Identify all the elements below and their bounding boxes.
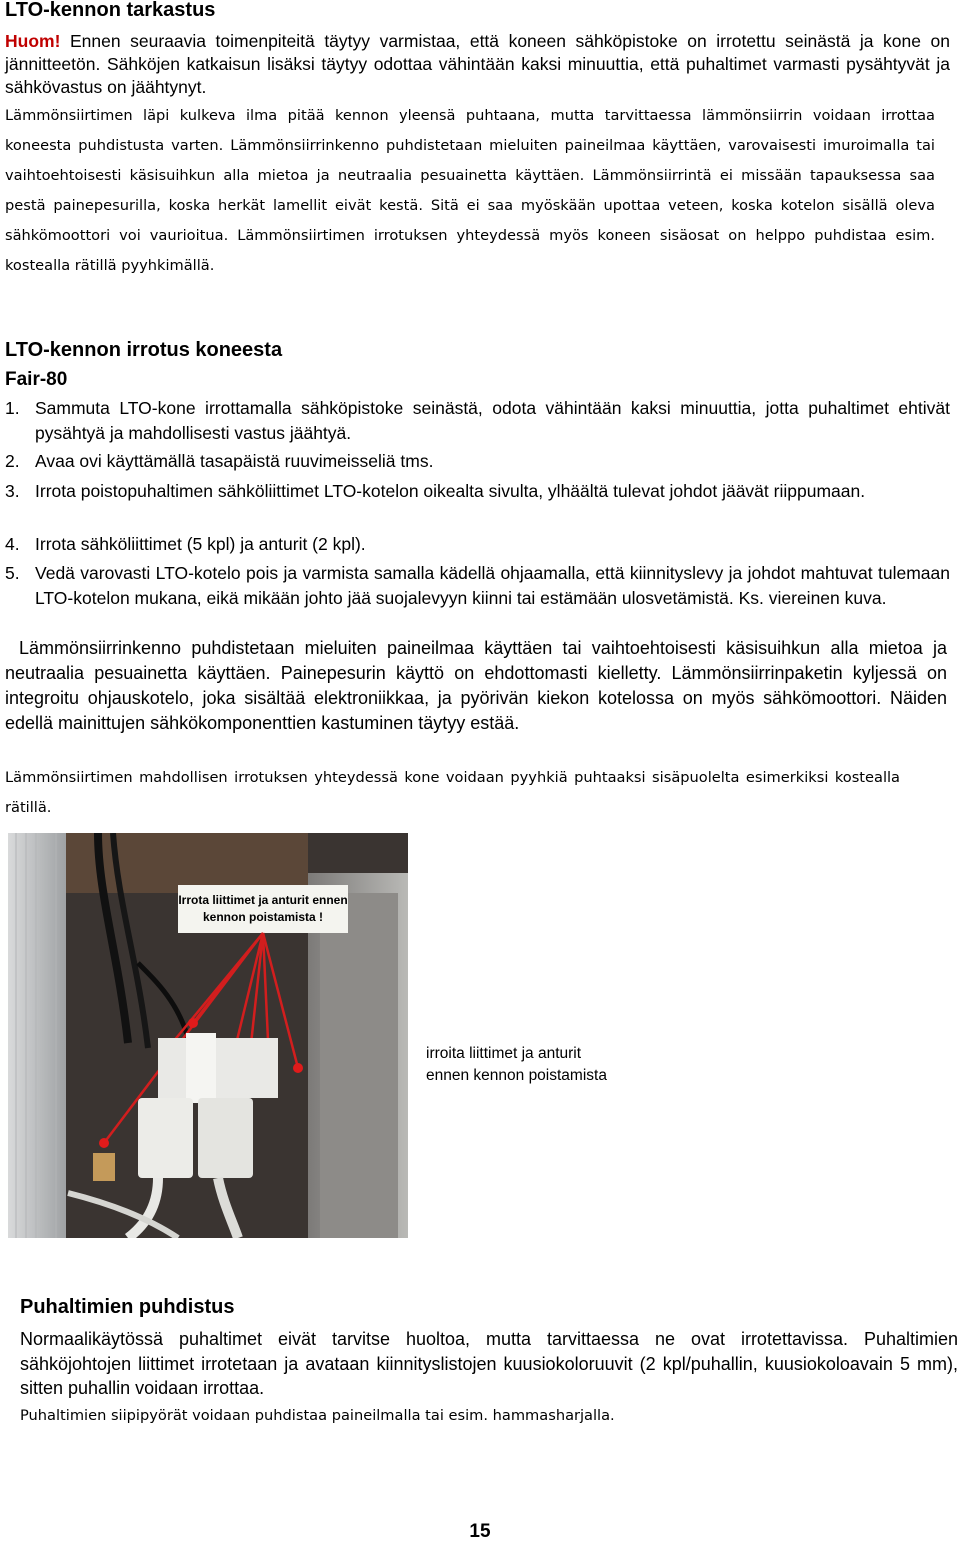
warning-paragraph: [5, 30, 950, 99]
step-text: Irrota poistopuhaltimen sähköliittimet LTO-kotelon oikealta sivulta, ylhäältä tulevat johdot jäävät riippumaan.: [35, 481, 866, 501]
section-title-removal: LTO-kennon irrotus koneesta: [5, 339, 283, 361]
step-number: 4.: [5, 534, 20, 554]
wipe-paragraph: Lämmönsiirtimen mahdollisen irrotuksen yhteydessä kone voidaan pyyhkiä puhtaaksi sisäpuolelta esimerkiksi kostealla rätillä.: [5, 769, 900, 816]
photo-illustration: [8, 833, 408, 1238]
step-text: Vedä varovasti LTO-kotelo pois ja varmista samalla kädellä ohjaamalla, että kiinnityslevy ja johdot mahtuvat tulemaan LTO-kotelon mukana, eikä mikään johto jää suojalevyyn kiinni tai estämään ulosvetämistä. Ks. viereinen kuva.: [35, 563, 950, 608]
fans-paragraph: Normaalikäytössä puhaltimet eivät tarvitse huoltoa, mutta tarvittaessa ne ovat irrotettavissa. Puhaltimien sähköjohtojen liittimet irrotetaan ja avataan kiinnityslistojen kuusiokoloruuvit (2 kpl/puhallin, kuusiokoloavain 5 mm), sitten puhallin voidaan irrottaa.: [20, 1329, 958, 1398]
list-item-step-5: [5, 561, 950, 608]
step-text: Sammuta LTO-kone irrottamalla sähköpistoke seinästä, odota vähintään kaksi minuuttia, jotta puhaltimet ehtivät pysähtyä ja mahdollisesti vastus jäähtyä.: [35, 398, 950, 443]
step-number: 3.: [5, 481, 20, 501]
list-item-step-2: [5, 449, 950, 474]
connector-photo: [8, 833, 408, 1238]
section-title-lto-inspection: LTO-kennon tarkastus: [5, 0, 216, 21]
photo-caption-line2: ennen kennon poistamista: [426, 1067, 607, 1084]
step-text: Avaa ovi käyttämällä tasapäistä ruuvimeisseliä tms.: [35, 451, 434, 471]
photo-caption: [426, 1043, 607, 1087]
step-number: 1.: [5, 398, 20, 418]
photo-label-line1: Irrota liittimet ja anturit ennen: [178, 893, 348, 907]
photo-caption-line1: irroita liittimet ja anturit: [426, 1045, 582, 1062]
step-number: 2.: [5, 451, 20, 471]
list-item-step-1: [5, 396, 950, 443]
fans-cleaning-text: Puhaltimien siipipyörät voidaan puhdistaa paineilmalla tai esim. hammasharjalla.: [20, 1407, 615, 1424]
page-number: 15: [469, 1521, 491, 1542]
warning-label: Huom!: [5, 31, 61, 51]
cleaning-paragraph: Lämmönsiirrinkenno puhdistetaan mieluiten paineilmaa käyttäen tai vaihtoehtoisesti käsisuihkun alla mietoa ja neutraalia pesuainetta käyttäen. Painepesurin käyttö on ehdottomasti kielletty. Lämmönsiirrinpaketin kyljessä on integroitu ohjauskotelo, joka sisältää elektroniikkaa, ja pyörivän kiekon kotelossa on myös sähkömoottori. Näiden edellä mainittujen sähkökomponenttien kastuminen täytyy estää.: [5, 638, 947, 733]
step-text: Irrota sähköliittimet (5 kpl) ja anturit (2 kpl).: [35, 534, 366, 554]
section-title-fans: Puhaltimien puhdistus: [20, 1296, 235, 1318]
inspection-body-text: Lämmönsiirtimen läpi kulkeva ilma pitää kennon yleensä puhtaana, mutta tarvittaessa lämmönsiirrin voidaan irrottaa koneesta puhdistusta varten. Lämmönsiirrinkenno puhdistetaan mieluiten paineilmaa käyttäen, varovaisesti imuroimalla tai vaihtoehtoisesti käsisuihkun alla mietoa ja neutraalia pesuainetta käyttäen. Lämmönsiirrintä ei missään tapauksessa saa pestä painepesurilla, koska herkät lamellit eivät kestä. Sitä ei saa myöskään upottaa veteen, koska kotelon sisällä oleva sähkömoottori voi vaurioitua. Lämmönsiirtimen irrotuksen yhteydessä myös koneen sisäosat on helppo puhdistaa esim. kostealla rätillä pyyhkimällä.: [5, 107, 935, 274]
step-number: 5.: [5, 563, 20, 583]
model-label: Fair-80: [5, 369, 68, 390]
warning-text: Ennen seuraavia toimenpiteitä täytyy varmistaa, että koneen sähköpistoke on irrotettu seinästä ja kone on jännitteetön. Sähköjen katkaisun lisäksi täytyy odottaa vähintään kaksi minuuttia, että puhaltimet varmasti pysähtyvät ja sähkövastus on jäähtynyt.: [5, 31, 950, 97]
photo-label-line2: kennon poistamista !: [202, 910, 324, 924]
list-item-step-3: [5, 479, 950, 504]
list-item-step-4: [5, 532, 950, 557]
